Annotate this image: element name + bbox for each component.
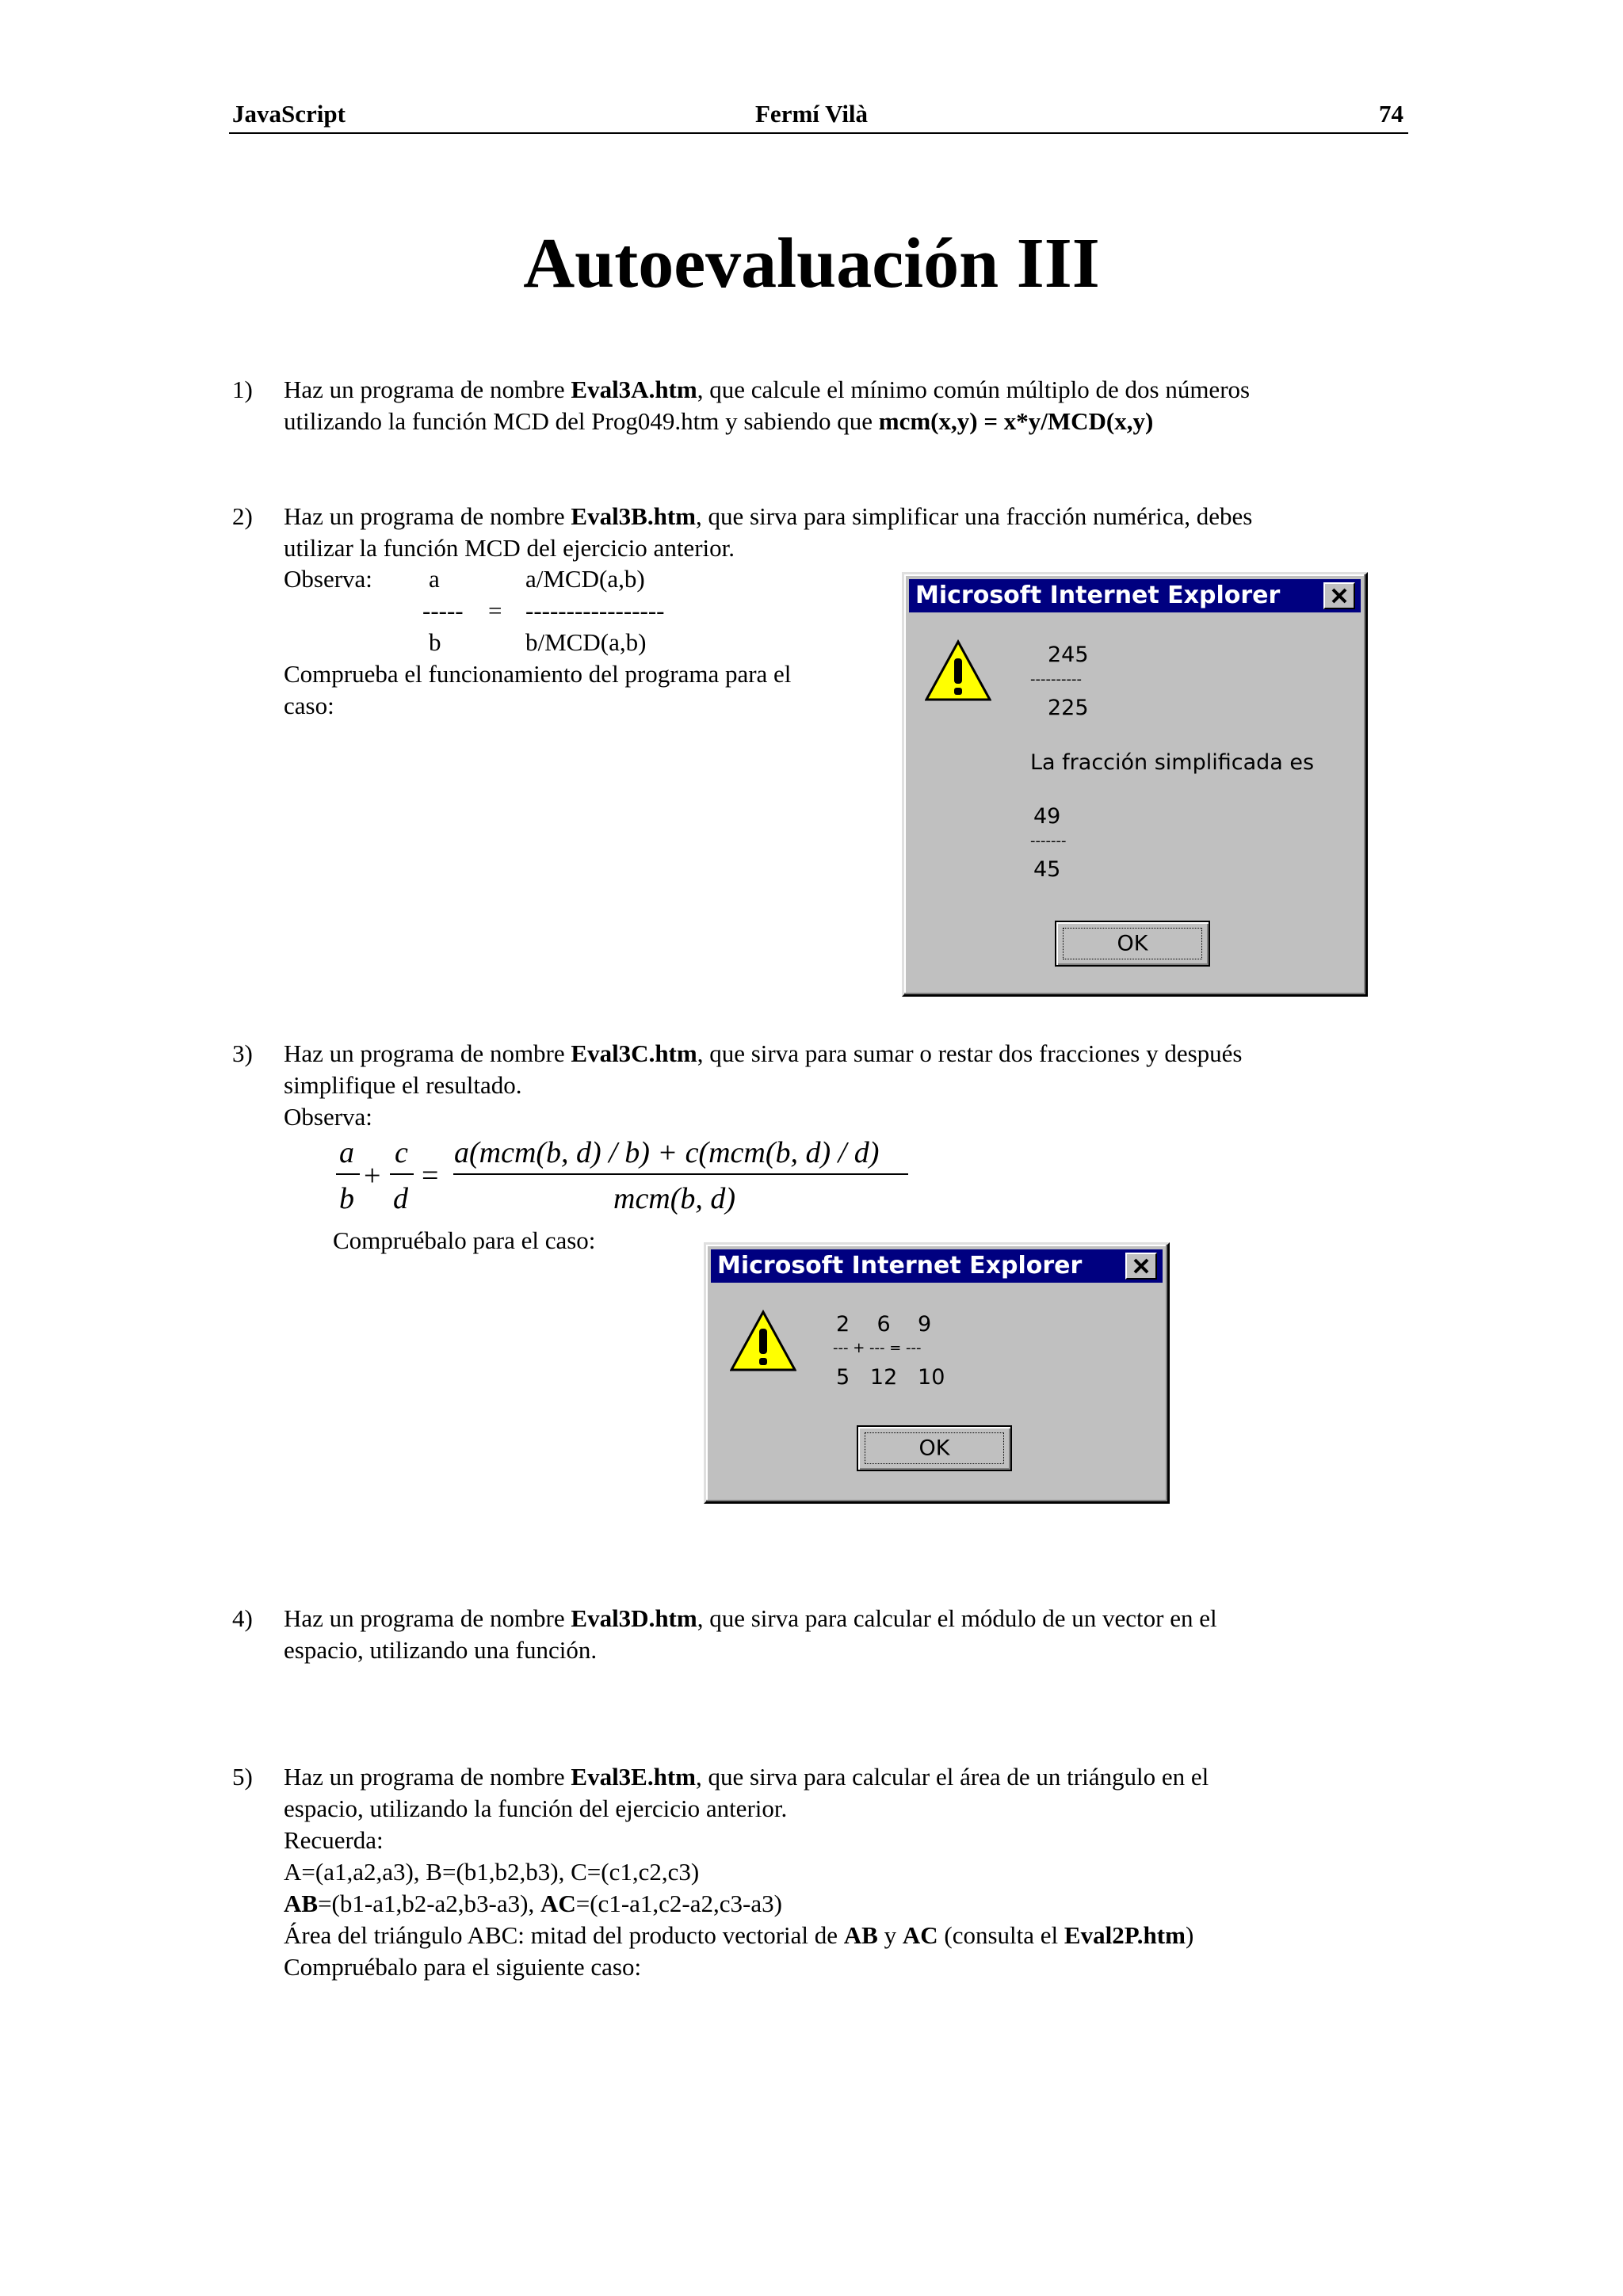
alert-dialog-1 bbox=[902, 572, 1368, 997]
formula-numerator: a(mcm(b, d) / b) + c(mcm(b, d) / d) bbox=[454, 1136, 880, 1169]
formula-main-bar bbox=[453, 1173, 908, 1175]
dialog-1-title: Microsoft Internet Explorer bbox=[915, 582, 1281, 609]
q2-line1: Haz un programa de nombre Eval3B.htm, que sirva para simplificar una fracción numérica, debes bbox=[284, 502, 1253, 530]
q5-area: Área del triángulo ABC: mitad del producto vectorial de AB y AC (consulta el Eval2P.htm) bbox=[284, 1921, 1194, 1949]
formula-c: c bbox=[395, 1136, 408, 1169]
dialog-1-divider: ---------- bbox=[1030, 671, 1082, 688]
q2-check-line1: Comprueba el funcionamiento del programa para el bbox=[284, 660, 792, 688]
q3-line2: simplifique el resultado. bbox=[284, 1071, 522, 1099]
q2-observa: Observa: bbox=[284, 565, 372, 593]
q5-points: A=(a1,a2,a3), B=(b1,b2,b3), C=(c1,c2,c3) bbox=[284, 1858, 700, 1886]
q3-line1: Haz un programa de nombre Eval3C.htm, que sirva para sumar o restar dos fracciones y después bbox=[284, 1039, 1243, 1067]
dialog-2-numerators: 2 6 9 bbox=[836, 1312, 932, 1337]
q2-equals: = bbox=[488, 597, 502, 624]
dialog-2-close-button[interactable] bbox=[1125, 1253, 1157, 1280]
q3-check: Compruébalo para el caso: bbox=[333, 1226, 596, 1254]
q2-a: a bbox=[429, 565, 440, 593]
alert-dialog-2 bbox=[704, 1242, 1170, 1504]
q1-number: 1) bbox=[232, 376, 253, 403]
q4-number: 4) bbox=[232, 1604, 253, 1632]
formula-bar-ab bbox=[336, 1173, 360, 1175]
q3-observa: Observa: bbox=[284, 1103, 372, 1131]
dialog-2-denominators: 5 12 10 bbox=[836, 1365, 945, 1390]
dialog-2-title: Microsoft Internet Explorer bbox=[717, 1252, 1083, 1280]
dialog-1-title-bar bbox=[909, 579, 1361, 612]
q5-line1: Haz un programa de nombre Eval3E.htm, que sirva para calcular el área de un triángulo en el bbox=[284, 1763, 1209, 1791]
q2-b: b bbox=[429, 628, 441, 656]
q5-number: 5) bbox=[232, 1763, 253, 1791]
q5-line2: espacio, utilizando la función del ejercicio anterior. bbox=[284, 1794, 788, 1822]
q4-line2: espacio, utilizando una función. bbox=[284, 1636, 598, 1664]
q5-check: Compruébalo para el siguiente caso: bbox=[284, 1953, 642, 1981]
formula-b: b bbox=[339, 1182, 354, 1215]
formula-denominator: mcm(b, d) bbox=[613, 1182, 736, 1215]
q2-dashes-short: ----- bbox=[422, 597, 464, 624]
dialog-1-result-numerator: 49 bbox=[1033, 804, 1061, 829]
header-rule bbox=[229, 132, 1408, 134]
close-icon bbox=[1325, 584, 1354, 608]
q5-vectors: AB=(b1-a1,b2-a2,b3-a3), AC=(c1-a1,c2-a2,c3-a3) bbox=[284, 1890, 782, 1917]
dialog-1-denominator: 225 bbox=[1048, 696, 1089, 720]
q2-dashes-long: ----------------- bbox=[525, 597, 665, 624]
q2-b-mcd: b/MCD(a,b) bbox=[525, 628, 647, 656]
dialog-1-message: La fracción simplificada es bbox=[1030, 750, 1315, 775]
formula-a: a bbox=[339, 1136, 354, 1169]
close-icon bbox=[1127, 1254, 1155, 1278]
warning-icon bbox=[925, 639, 991, 703]
page-title: Autoevaluación III bbox=[523, 224, 1100, 303]
formula-plus: + bbox=[364, 1159, 381, 1192]
formula-equals: = bbox=[422, 1159, 439, 1192]
formula-bar-cd bbox=[390, 1173, 414, 1175]
dialog-2-title-bar bbox=[711, 1249, 1163, 1283]
q1-line2: utilizando la función MCD del Prog049.htm y sabiendo que mcm(x,y) = x*y/MCD(x,y) bbox=[284, 407, 1154, 435]
header-left: JavaScript bbox=[232, 100, 346, 128]
q4-line1: Haz un programa de nombre Eval3D.htm, que sirva para calcular el módulo de un vector en el bbox=[284, 1604, 1217, 1632]
q2-a-mcd: a/MCD(a,b) bbox=[525, 565, 645, 593]
dialog-1-result-divider: ------- bbox=[1030, 833, 1067, 849]
q2-check-line2: caso: bbox=[284, 692, 334, 719]
dialog-1-ok-button[interactable]: OK bbox=[1055, 921, 1210, 967]
warning-icon bbox=[730, 1310, 796, 1373]
q2-line2: utilizar la función MCD del ejercicio anterior. bbox=[284, 534, 735, 562]
dialog-2-operators: --- + --- = --- bbox=[833, 1340, 922, 1356]
dialog-1-close-button[interactable] bbox=[1323, 582, 1355, 609]
header-author: Fermí Vilà bbox=[755, 100, 869, 128]
formula-d: d bbox=[393, 1182, 408, 1215]
q2-number: 2) bbox=[232, 502, 253, 530]
q5-recuerda: Recuerda: bbox=[284, 1826, 384, 1854]
q1-line1: Haz un programa de nombre Eval3A.htm, que calcule el mínimo común múltiplo de dos números bbox=[284, 376, 1251, 403]
dialog-1-result-denominator: 45 bbox=[1033, 857, 1061, 882]
q3-number: 3) bbox=[232, 1039, 253, 1067]
dialog-1-numerator: 245 bbox=[1048, 643, 1089, 667]
dialog-2-ok-button[interactable]: OK bbox=[857, 1425, 1012, 1471]
header-page-number: 74 bbox=[1379, 100, 1403, 128]
